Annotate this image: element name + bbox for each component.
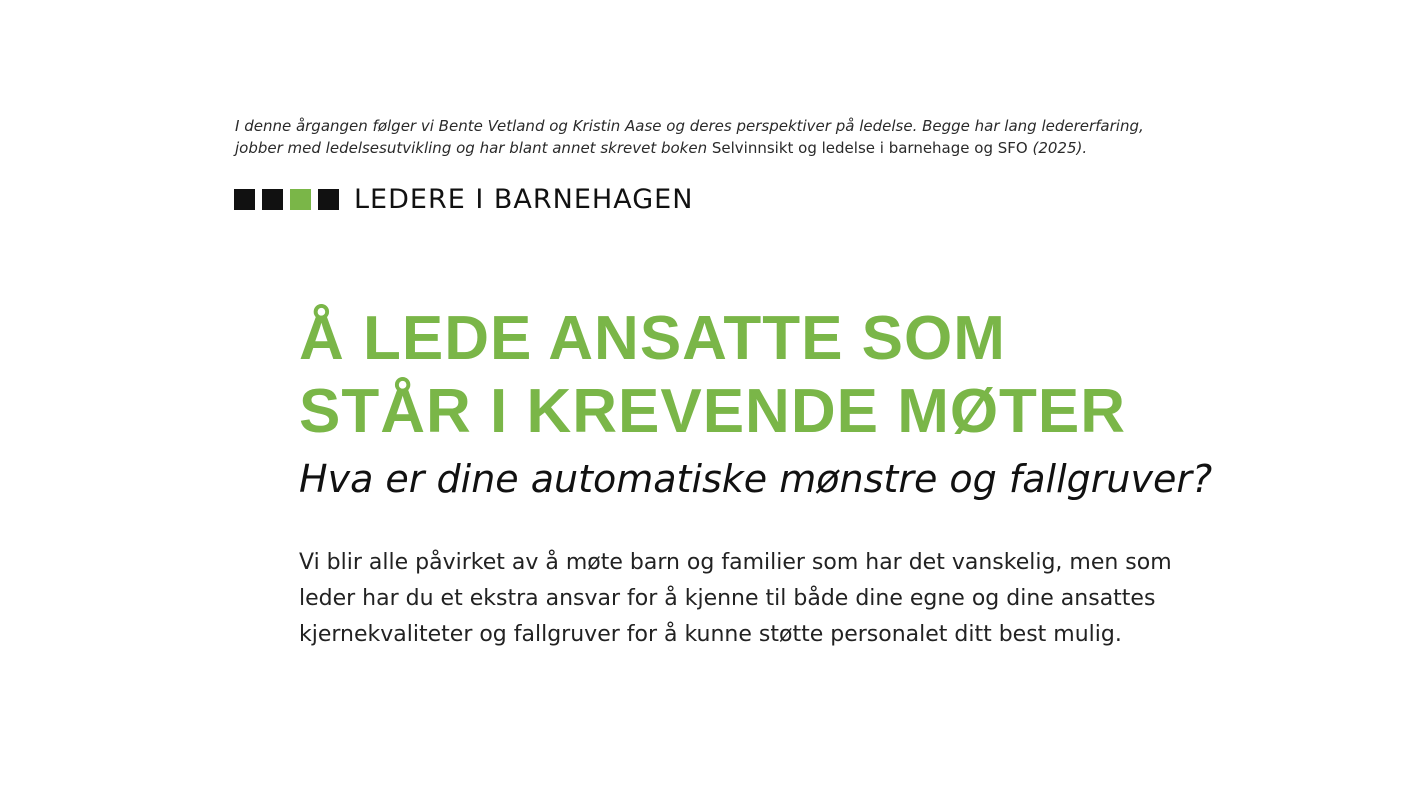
article-headline — [299, 302, 1126, 448]
lead-line-1: Vi blir alle påvirket av å møte barn og familier som har det vanskelig, men som — [299, 550, 1172, 575]
intro-line-2 — [235, 137, 1175, 159]
intro-line-2-suffix: (2025). — [1027, 139, 1088, 157]
series-square-3 — [290, 189, 311, 210]
article-lead — [299, 545, 1259, 653]
lead-line-2: leder har du et ekstra ansvar for å kjenne til både dine egne og dine ansattes — [299, 586, 1156, 611]
headline-line-2: STÅR I KREVENDE MØTER — [299, 377, 1127, 446]
series-title: LEDERE I BARNEHAGEN — [354, 183, 694, 215]
intro-text — [235, 115, 1175, 159]
series-header — [234, 183, 693, 215]
series-square-4 — [318, 189, 339, 210]
intro-line-1: I denne årgangen følger vi Bente Vetland og Kristin Aase og deres perspektiver på ledelse. Begge har lang ledererfaring, — [235, 117, 1144, 135]
book-title: Selvinnsikt og ledelse i barnehage og SFO — [711, 139, 1028, 157]
intro-line-2-prefix: jobber med ledelsesutvikling og har blant annet skrevet boken — [235, 139, 712, 157]
headline-line-1: Å LEDE ANSATTE SOM — [299, 304, 1006, 373]
series-square-1 — [234, 189, 255, 210]
article-subtitle: Hva er dine automatiske mønstre og fallgruver? — [299, 457, 1213, 501]
series-square-2 — [262, 189, 283, 210]
lead-line-3: kjernekvaliteter og fallgruver for å kunne støtte personalet ditt best mulig. — [299, 622, 1122, 647]
